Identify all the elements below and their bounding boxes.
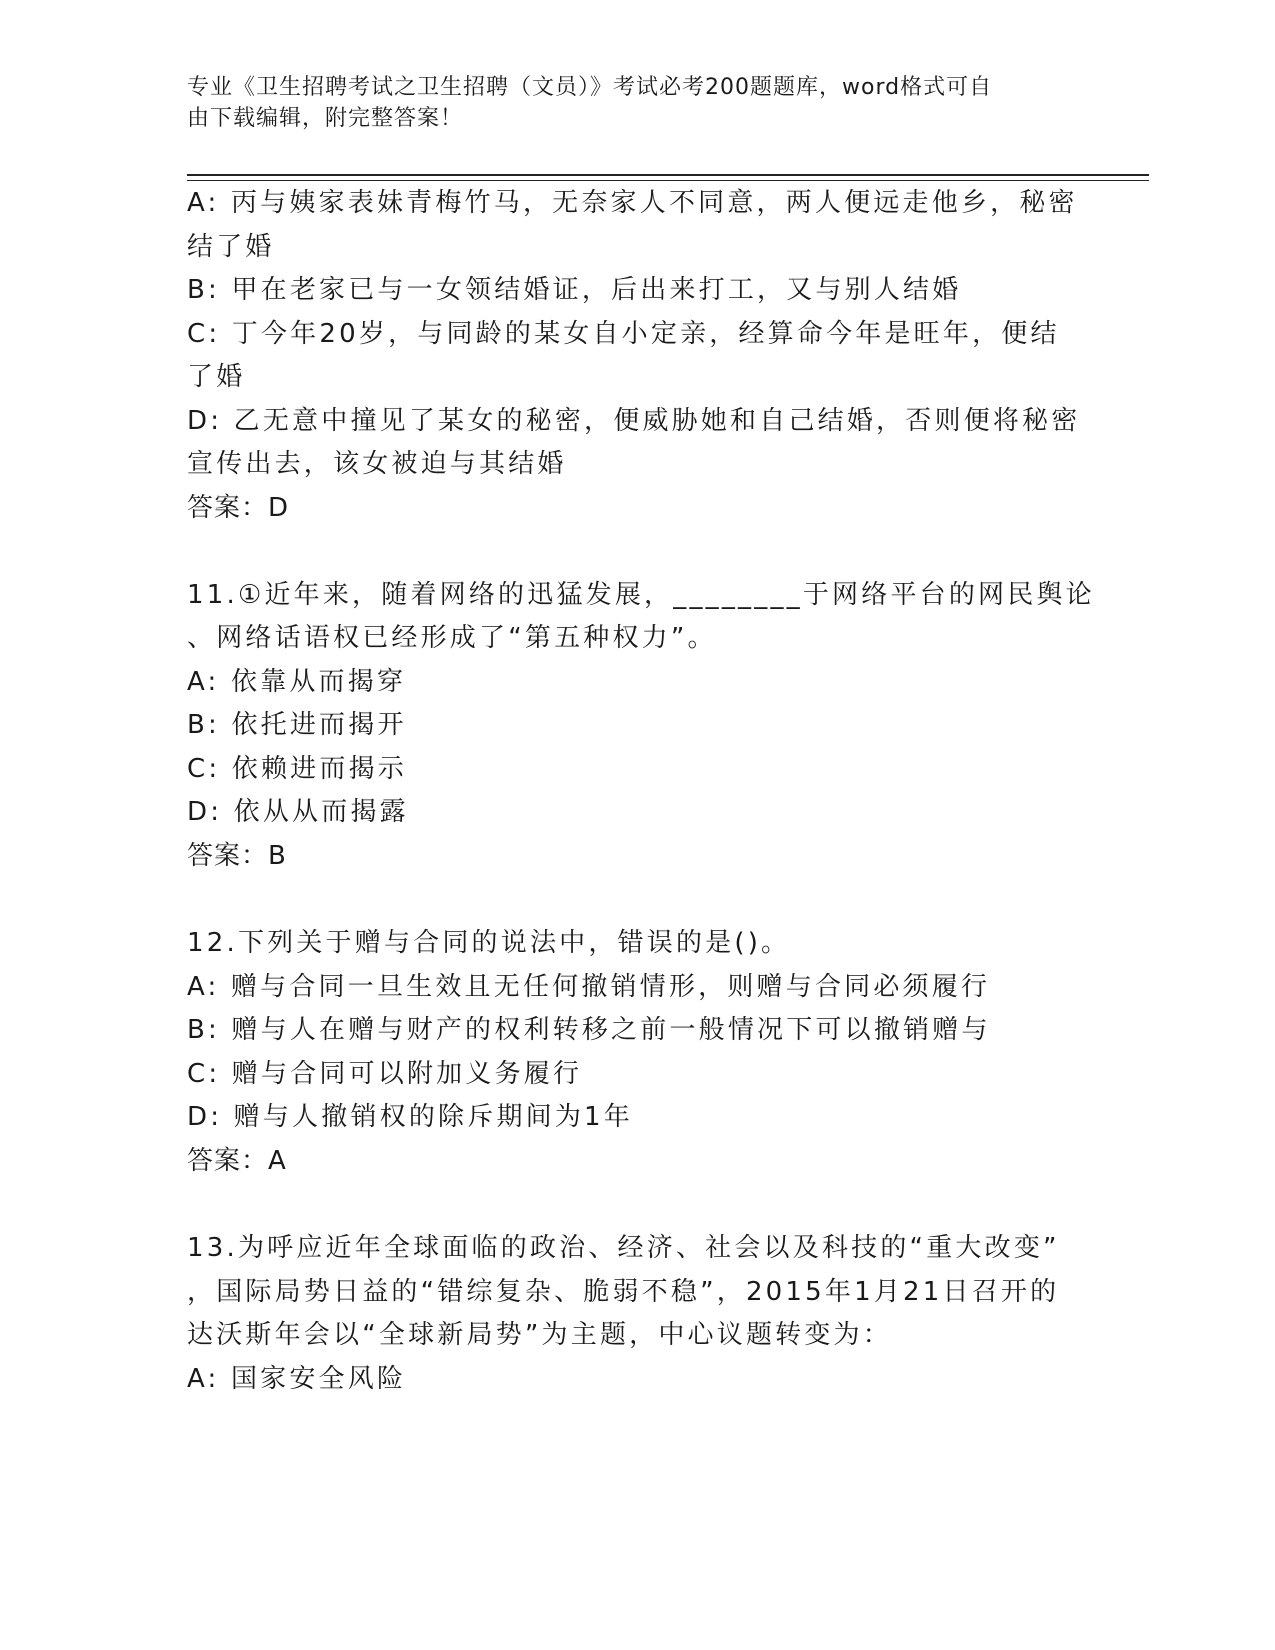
q13-stem: 13.为呼应近年全球面临的政治、经济、社会以及科技的“重大改变”: [187, 1233, 1060, 1263]
document-header: [187, 72, 1087, 134]
q11-answer: 答案：B: [187, 841, 287, 871]
q13-option-a: A: 国家安全风险: [187, 1364, 407, 1394]
q12-option-d: D: 赠与人撤销权的除斥期间为1年: [187, 1102, 633, 1132]
q10-option-c-cont: 了婚: [187, 362, 246, 392]
header-rule-thin: [187, 180, 1149, 181]
q12-stem: 12.下列关于赠与合同的说法中，错误的是()。: [187, 928, 791, 958]
header-rule-thick: [187, 174, 1149, 176]
q11-option-d: D: 依从从而揭露: [187, 797, 409, 827]
q12-option-a: A: 赠与合同一旦生效且无任何撤销情形，则赠与合同必须履行: [187, 972, 991, 1002]
header-line-1: 专业《卫生招聘考试之卫生招聘（文员）》考试必考200题题库，word格式可自: [187, 75, 993, 100]
q11-option-b: B: 依托进而揭开: [187, 710, 407, 740]
q10-option-d-cont: 宣传出去，该女被迫与其结婚: [187, 449, 567, 479]
q10-option-d: D: 乙无意中撞见了某女的秘密，便威胁她和自己结婚，否则便将秘密: [187, 406, 1081, 436]
q10-option-a: A: 丙与姨家表妹青梅竹马，无奈家人不同意，两人便远走他乡，秘密: [187, 188, 1078, 218]
q10-option-b: B: 甲在老家已与一女领结婚证，后出来打工，又与别人结婚: [187, 275, 962, 305]
q12-option-c: C: 赠与合同可以附加义务履行: [187, 1059, 583, 1089]
q12-answer: 答案：A: [187, 1146, 287, 1176]
q11-stem: 11.①近年来，随着网络的迅猛发展，________于网络平台的网民舆论: [187, 580, 1095, 610]
q10-option-a-cont: 结了婚: [187, 232, 275, 262]
q11-option-a: A: 依靠从而揭穿: [187, 667, 407, 697]
q13-stem-cont-1: ，国际局势日益的“错综复杂、脆弱不稳”，2015年1月21日召开的: [187, 1277, 1060, 1307]
header-line-2: 由下载编辑，附完整答案！: [187, 106, 464, 131]
q13-stem-cont-2: 达沃斯年会以“全球新局势”为主题，中心议题转变为：: [187, 1320, 892, 1350]
q12-option-b: B: 赠与人在赠与财产的权利转移之前一般情况下可以撤销赠与: [187, 1015, 991, 1045]
q11-stem-cont: 、网络话语权已经形成了“第五种权力”。: [187, 623, 717, 653]
q11-option-c: C: 依赖进而揭示: [187, 754, 407, 784]
q10-option-c: C: 丁今年20岁，与同龄的某女自小定亲，经算命今年是旺年，便结: [187, 319, 1060, 349]
q10-answer: 答案：D: [187, 493, 290, 523]
